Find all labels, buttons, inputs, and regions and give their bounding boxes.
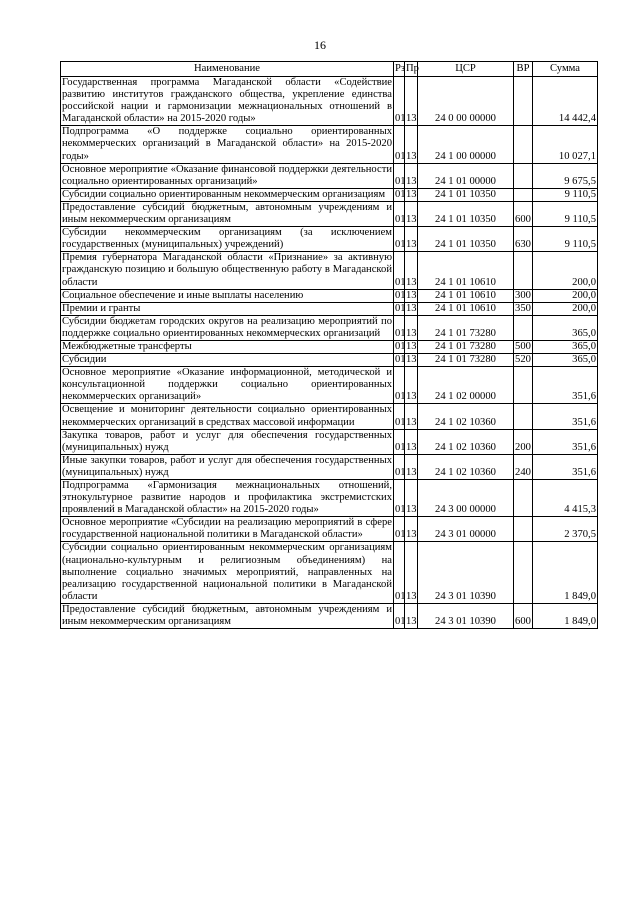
cell-name: Государственная программа Магаданской области «Содействие развитию институтов гражданского общества, укрепление единства российской нации и гармонизации межнациональных отношений в Магаданской области» на 2015-2020 годы» xyxy=(62,77,392,125)
cell-rz: 01 xyxy=(394,315,405,340)
cell-sum: 9 110,5 xyxy=(533,227,598,252)
cell-vr xyxy=(514,367,533,404)
cell-csr: 24 1 01 73280 xyxy=(418,340,514,353)
cell-rz: 01 xyxy=(394,517,405,542)
table-row xyxy=(61,315,598,340)
table-row xyxy=(61,367,598,404)
cell-pr: 13 xyxy=(406,340,417,352)
cell-name: Социальное обеспечение и иные выплаты населению xyxy=(61,289,394,302)
cell-csr: 24 1 02 10360 xyxy=(418,454,514,479)
cell-vr: 200 xyxy=(514,429,533,454)
cell-pr: 13 xyxy=(405,315,418,340)
table-row xyxy=(61,302,598,315)
cell-sum: 365,0 xyxy=(533,315,598,340)
cell-vr: 300 xyxy=(515,289,531,301)
cell-rz: 01 xyxy=(394,367,405,404)
cell-csr: 24 1 01 10350 xyxy=(418,201,514,226)
cell-name: Основное мероприятие «Субсидии на реализацию мероприятий в сфере государственной национальной политики в Магаданской области» xyxy=(62,517,392,541)
cell-vr: 630 xyxy=(514,227,533,252)
cell-pr: 13 xyxy=(405,404,418,429)
cell-name: Подпрограмма «Гармонизация межнациональных отношений, этнокультурное развитие народов и профилактика экстремистских проявлений в Магаданской области» на 2015-2020 годы» xyxy=(62,480,392,516)
cell-sum: 9 675,5 xyxy=(533,163,598,188)
cell-vr: 240 xyxy=(514,454,533,479)
cell-pr: 13 xyxy=(406,354,417,366)
cell-vr: 600 xyxy=(514,603,533,628)
cell-sum: 200,0 xyxy=(533,289,598,302)
cell-sum: 200,0 xyxy=(533,302,598,315)
cell-csr: 24 3 01 00000 xyxy=(418,517,514,542)
cell-rz: 01 xyxy=(395,340,406,352)
table-row xyxy=(61,480,598,517)
cell-vr xyxy=(514,315,533,340)
cell-rz: 01 xyxy=(395,354,406,366)
cell-sum: 351,6 xyxy=(533,454,598,479)
cell-rz: 01 xyxy=(394,201,405,226)
cell-sum: 351,6 xyxy=(533,429,598,454)
cell-sum: 1 849,0 xyxy=(533,603,598,628)
cell-rz: 01 xyxy=(395,302,406,314)
cell-vr xyxy=(514,517,533,542)
cell-name: Основное мероприятие «Оказание информационной, методической и консультационной поддержки социально ориентированных некоммерческих организаций» xyxy=(62,367,392,403)
cell-pr: 13 xyxy=(406,188,417,200)
cell-pr: 13 xyxy=(405,429,418,454)
cell-name: Иные закупки товаров, работ и услуг для обеспечения государственных (муниципальных) нужд xyxy=(62,454,392,478)
table-row xyxy=(61,188,598,201)
table-row xyxy=(61,404,598,429)
cell-pr: 13 xyxy=(405,227,418,252)
cell-csr: 24 1 00 00000 xyxy=(418,126,514,163)
cell-csr: 24 1 01 73280 xyxy=(418,354,514,367)
cell-name: Основное мероприятие «Оказание финансовой поддержки деятельности социально ориентированных организаций» xyxy=(62,163,392,187)
cell-vr xyxy=(514,252,533,289)
budget-table xyxy=(60,61,598,629)
cell-name: Освещение и мониторинг деятельности социально ориентированных некоммерческих организаций в средствах массовой информации xyxy=(62,404,392,428)
cell-rz: 01 xyxy=(394,603,405,628)
cell-csr: 24 1 01 10350 xyxy=(418,227,514,252)
cell-sum: 1 849,0 xyxy=(533,542,598,603)
table-row xyxy=(61,429,598,454)
cell-sum: 9 110,5 xyxy=(533,201,598,226)
cell-sum: 200,0 xyxy=(533,252,598,289)
cell-pr: 13 xyxy=(406,302,417,314)
cell-csr: 24 1 02 00000 xyxy=(418,367,514,404)
cell-vr: 520 xyxy=(515,354,531,366)
cell-csr: 24 1 01 10610 xyxy=(418,252,514,289)
page-number: 16 xyxy=(314,38,326,52)
table-row xyxy=(61,201,598,226)
cell-rz: 01 xyxy=(394,429,405,454)
cell-sum: 365,0 xyxy=(533,354,598,367)
table-header-row xyxy=(61,62,598,77)
cell-vr xyxy=(514,163,533,188)
cell-vr: 500 xyxy=(515,340,531,352)
cell-pr: 13 xyxy=(406,289,417,301)
cell-name: Предоставление субсидий бюджетным, автономным учреждениям и иным некоммерческим организациям xyxy=(62,201,392,226)
cell-csr: 24 3 01 10390 xyxy=(418,542,514,603)
cell-pr: 13 xyxy=(405,454,418,479)
cell-vr xyxy=(514,404,533,429)
cell-vr: 350 xyxy=(515,302,531,314)
cell-sum: 2 370,5 xyxy=(533,517,598,542)
cell-csr: 24 1 01 10350 xyxy=(418,188,514,201)
cell-csr: 24 1 01 10610 xyxy=(418,289,514,302)
cell-vr: 600 xyxy=(514,201,533,226)
cell-pr: 13 xyxy=(405,367,418,404)
header-csr: ЦСР xyxy=(418,62,514,77)
table-row xyxy=(61,126,598,163)
table-row xyxy=(61,517,598,542)
table-row xyxy=(61,542,598,603)
cell-pr: 13 xyxy=(405,480,418,517)
cell-sum: 365,0 xyxy=(533,340,598,353)
cell-vr xyxy=(514,126,533,163)
cell-name: Премии и гранты xyxy=(61,302,394,315)
cell-pr: 13 xyxy=(405,201,418,226)
cell-rz: 01 xyxy=(394,542,405,603)
cell-name: Закупка товаров, работ и услуг для обеспечения государственных (муниципальных) нужд xyxy=(62,429,392,453)
cell-rz: 01 xyxy=(394,163,405,188)
cell-rz: 01 xyxy=(394,404,405,429)
cell-csr: 24 1 01 73280 xyxy=(418,315,514,340)
table-row xyxy=(61,354,598,367)
cell-pr: 13 xyxy=(405,77,418,126)
cell-name: Субсидии социально ориентированным некоммерческим организациям (национально-культурным и религиозным объединениям) на выполнение социально значимых мероприятий, направленных на реализацию государственной национальной политики в Магаданской области xyxy=(62,542,392,602)
cell-sum: 4 415,3 xyxy=(533,480,598,517)
cell-rz: 01 xyxy=(394,126,405,163)
table-body xyxy=(61,77,598,629)
cell-name: Субсидии бюджетам городских округов на реализацию мероприятий по поддержке социально ориентированных некоммерческих организаций xyxy=(62,315,392,339)
cell-csr: 24 1 02 10360 xyxy=(418,404,514,429)
cell-sum: 351,6 xyxy=(533,367,598,404)
cell-csr: 24 3 00 00000 xyxy=(418,480,514,517)
cell-rz: 01 xyxy=(394,252,405,289)
header-name: Наименование xyxy=(61,62,394,77)
table-row xyxy=(61,227,598,252)
cell-rz: 01 xyxy=(394,454,405,479)
table-row xyxy=(61,289,598,302)
table-row xyxy=(61,340,598,353)
cell-csr: 24 1 01 00000 xyxy=(418,163,514,188)
table-row xyxy=(61,163,598,188)
cell-sum: 351,6 xyxy=(533,404,598,429)
header-vr: ВР xyxy=(514,62,533,77)
header-sum: Сумма xyxy=(533,62,598,77)
cell-name: Субсидии xyxy=(61,354,394,367)
cell-rz: 01 xyxy=(395,289,406,301)
cell-sum: 14 442,4 xyxy=(533,77,598,126)
cell-rz: 01 xyxy=(394,480,405,517)
cell-csr: 24 0 00 00000 xyxy=(418,77,514,126)
cell-pr: 13 xyxy=(405,603,418,628)
cell-csr: 24 1 02 10360 xyxy=(418,429,514,454)
cell-pr: 13 xyxy=(405,252,418,289)
cell-name: Субсидии некоммерческим организациям (за исключением государственных (муниципальных) учреждений) xyxy=(62,227,392,251)
cell-name: Премия губернатора Магаданской области «Признание» за активную гражданскую позицию и большую общественную работу в Магаданской области xyxy=(62,252,392,288)
cell-name: Предоставление субсидий бюджетным, автономным учреждениям и иным некоммерческим организациям xyxy=(62,603,392,628)
cell-pr: 13 xyxy=(405,542,418,603)
table-row xyxy=(61,454,598,479)
cell-vr xyxy=(514,542,533,603)
table-row xyxy=(61,252,598,289)
cell-name: Подпрограмма «О поддержке социально ориентированных некоммерческих организаций в Магаданской области» на 2015-2020 годы» xyxy=(62,126,392,162)
header-rz: Рз xyxy=(394,62,405,77)
cell-sum: 9 110,5 xyxy=(533,188,598,201)
cell-rz: 01 xyxy=(394,77,405,126)
cell-name: Субсидии социально ориентированным некоммерческим организациям xyxy=(61,188,394,201)
cell-csr: 24 3 01 10390 xyxy=(418,603,514,628)
cell-vr xyxy=(514,188,533,201)
cell-pr: 13 xyxy=(405,126,418,163)
cell-pr: 13 xyxy=(405,517,418,542)
cell-vr xyxy=(514,77,533,126)
cell-rz: 01 xyxy=(395,188,406,200)
cell-rz: 01 xyxy=(394,227,405,252)
cell-vr xyxy=(514,480,533,517)
cell-pr: 13 xyxy=(405,163,418,188)
cell-name: Межбюджетные трансферты xyxy=(61,340,394,353)
table-row xyxy=(61,603,598,628)
cell-csr: 24 1 01 10610 xyxy=(418,302,514,315)
header-pr: Пр xyxy=(405,62,418,77)
cell-sum: 10 027,1 xyxy=(533,126,598,163)
table-row xyxy=(61,77,598,126)
